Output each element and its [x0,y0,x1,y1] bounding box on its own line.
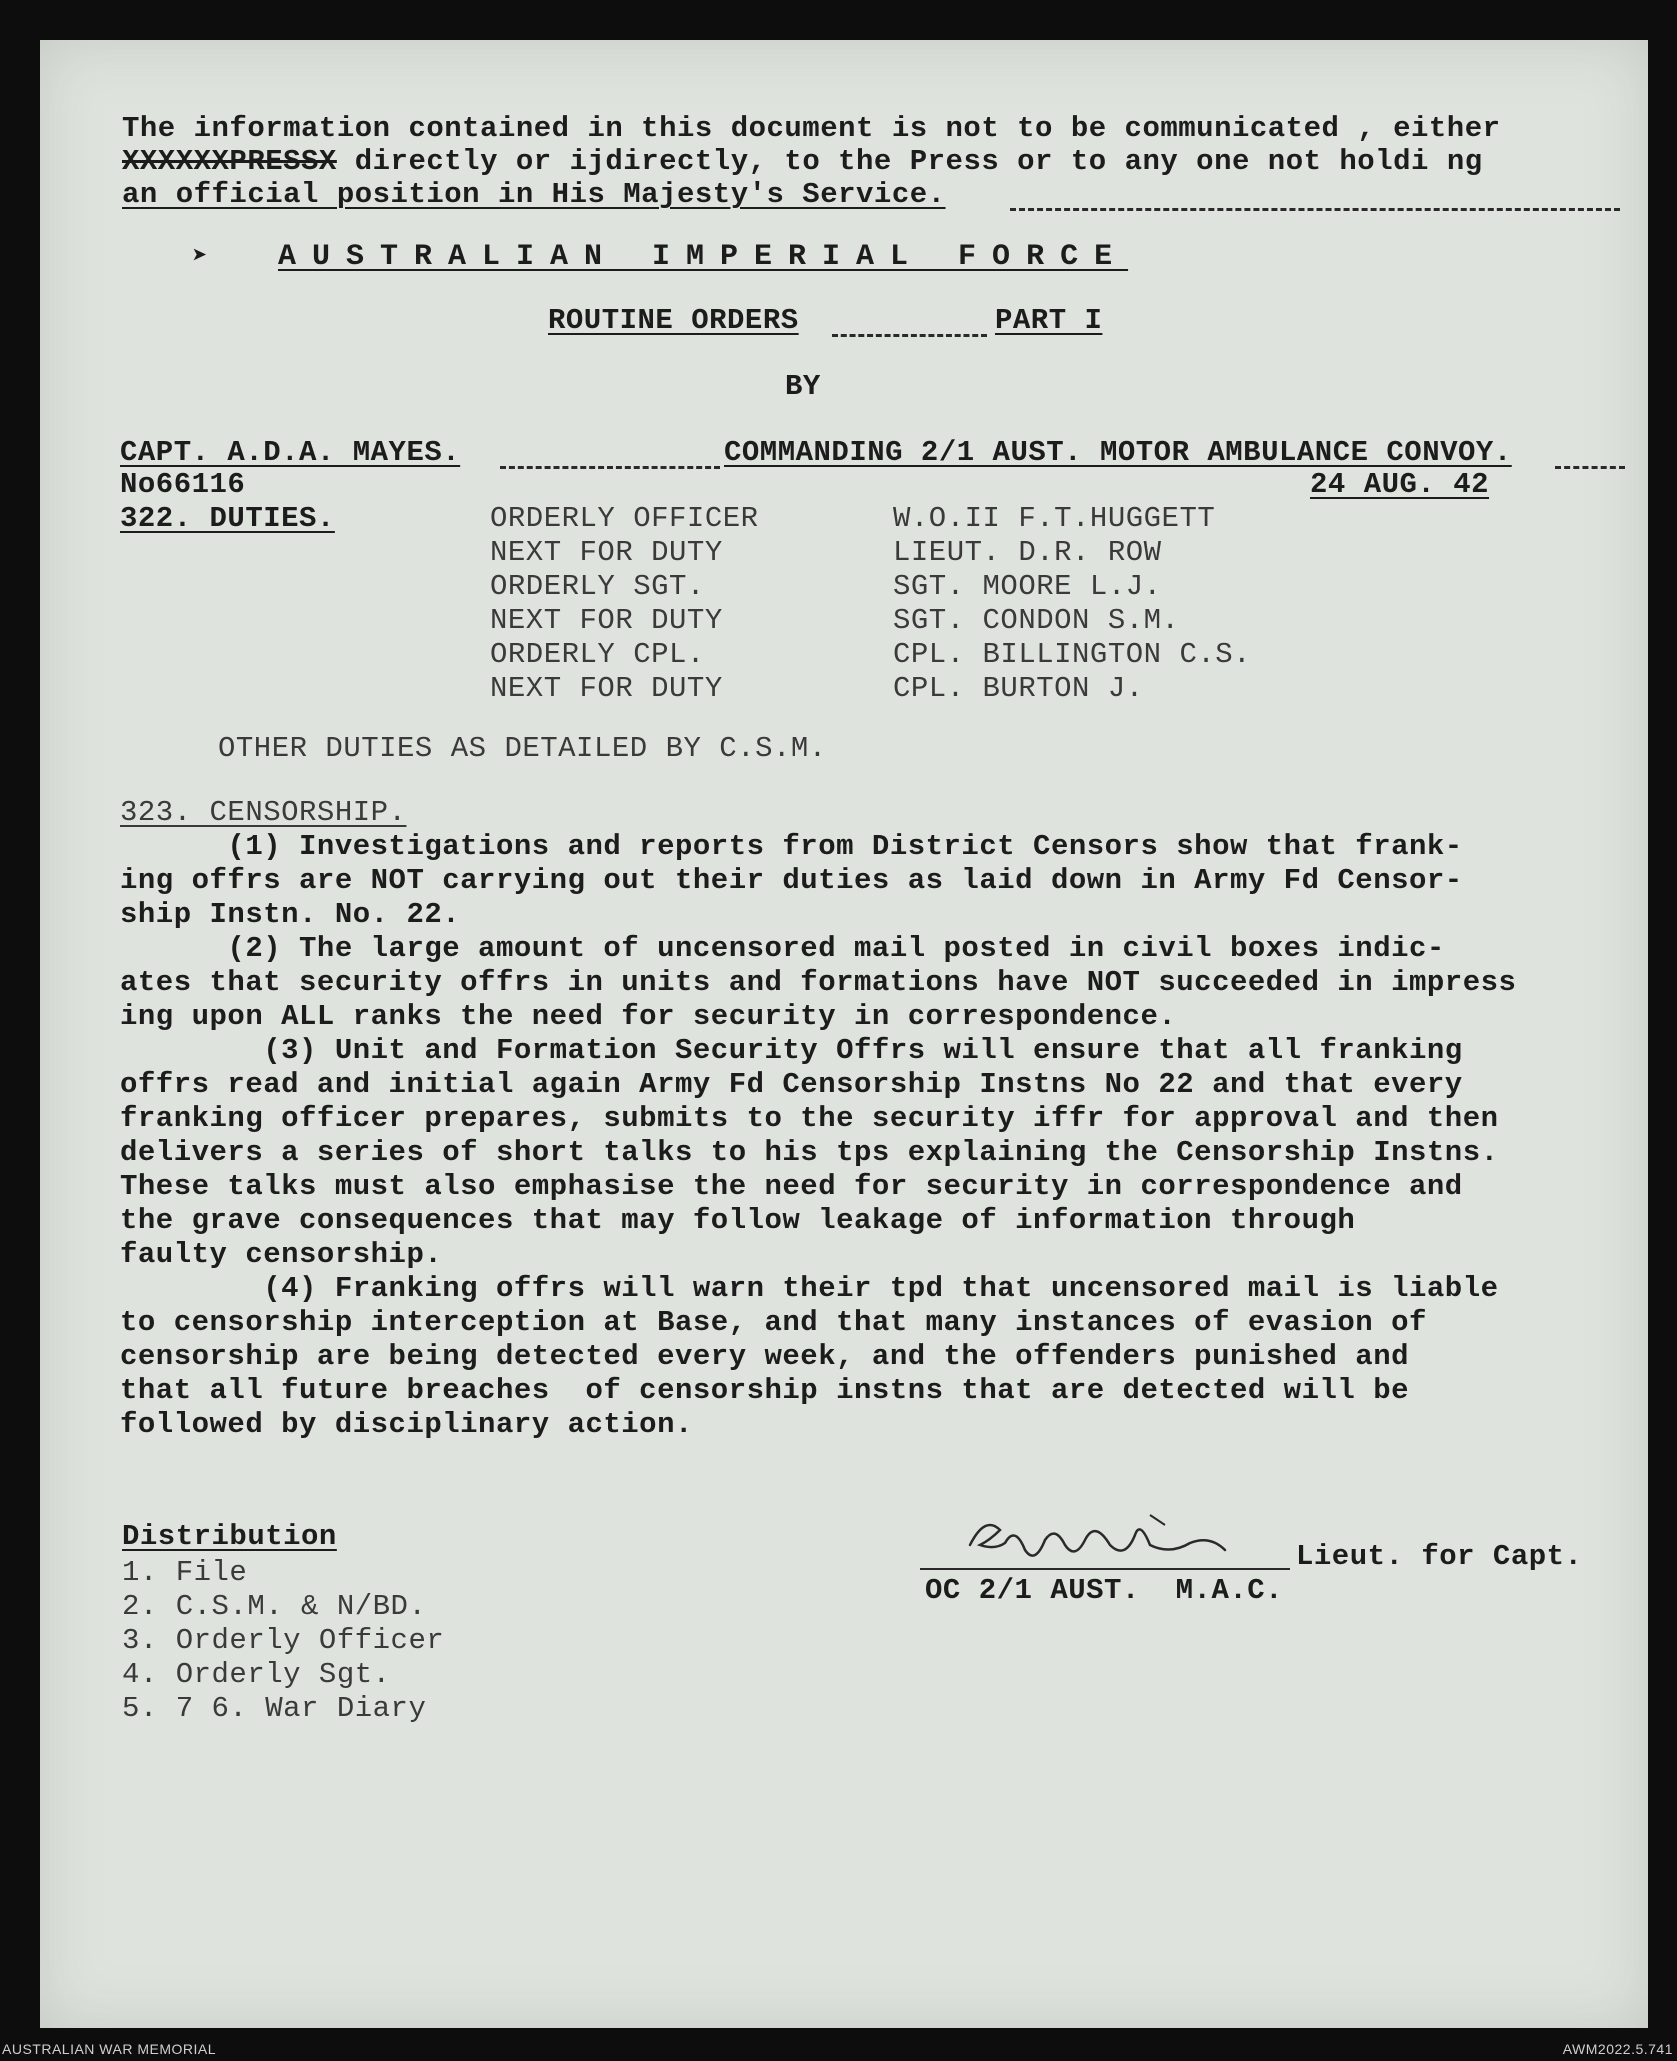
order-number: No66116 [120,468,246,501]
notice-line-1: The information contained in this document is not to be communicated , either [122,112,1501,145]
issuer-rule [500,466,720,469]
subtitle-rule [832,334,987,337]
order-date: 24 AUG. 42 [1310,468,1490,501]
censorship-line: to censorship interception at Base, and that many instances of evasion of [120,1306,1427,1339]
duty-name: CPL. BILLINGTON C.S. [893,638,1252,671]
censorship-line: ing offrs are NOT carrying out their duties as laid down in Army Fd Censor- [120,864,1463,897]
part-label: PART I [995,304,1103,337]
signature-suffix: Lieut. for Capt. [1296,1540,1583,1573]
censorship-line: (3) Unit and Formation Security Offrs will ensure that all franking [120,1034,1463,1067]
censorship-line: (2) The large amount of uncensored mail posted in civil boxes indic- [120,932,1445,965]
routine-orders-label: ROUTINE ORDERS [548,304,799,337]
censorship-line: censorship are being detected every week, and the offenders punished and [120,1340,1410,1373]
distribution-item: 3. Orderly Officer [122,1624,445,1657]
footer-reference: AWM2022.5.741 [1562,2041,1673,2057]
duties-heading: 322. DUTIES. [120,502,335,535]
duty-role: ORDERLY OFFICER [490,502,759,535]
document-title: AUSTRALIAN IMPERIAL FORCE [278,240,1129,274]
censorship-line: ing upon ALL ranks the need for security in correspondence. [120,1000,1177,1033]
issuer-rule-end [1555,466,1625,469]
issuer-command: COMMANDING 2/1 AUST. MOTOR AMBULANCE CONVOY. [724,436,1512,469]
issuer-name: CAPT. A.D.A. MAYES. [120,436,461,469]
censorship-line: delivers a series of short talks to his tps explaining the Censorship Instns. [120,1136,1499,1169]
distribution-heading: Distribution [122,1520,337,1553]
notice-line-3: an official position in His Majesty's Service. [122,178,946,211]
censorship-line: followed by disciplinary action. [120,1408,693,1441]
duty-role: NEXT FOR DUTY [490,604,723,637]
censorship-line: faulty censorship. [120,1238,443,1271]
distribution-item: 1. File [122,1556,248,1589]
duty-name: W.O.II F.T.HUGGETT [893,502,1216,535]
duty-role: NEXT FOR DUTY [490,536,723,569]
duty-role: ORDERLY CPL. [490,638,705,671]
censorship-line: ship Instn. No. 22. [120,898,461,931]
duty-name: SGT. MOORE L.J. [893,570,1162,603]
censorship-line: (4) Franking offrs will warn their tpd that uncensored mail is liable [120,1272,1499,1305]
by-label: BY [785,370,821,403]
censorship-heading: 323. CENSORSHIP. [120,796,407,829]
distribution-item: 5. 7 6. War Diary [122,1692,427,1725]
other-duties: OTHER DUTIES AS DETAILED BY C.S.M. [218,732,827,765]
handwritten-signature [960,1505,1240,1575]
arrow-icon: ➤ [192,242,209,272]
duty-name: CPL. BURTON J. [893,672,1144,705]
notice-line-2 [122,145,1483,179]
notice-line-2-text: directly or ijdirectly, to the Press or to any one not holdi ng [336,145,1483,178]
duty-name: SGT. CONDON S.M. [893,604,1180,637]
duty-name: LIEUT. D.R. ROW [893,536,1162,569]
notice-struck-text: XXXXXXPRESSX [122,145,337,178]
censorship-line: the grave consequences that may follow leakage of information through [120,1204,1356,1237]
distribution-item: 4. Orderly Sgt. [122,1658,391,1691]
censorship-line: These talks must also emphasise the need for security in correspondence and [120,1170,1463,1203]
duty-role: NEXT FOR DUTY [490,672,723,705]
censorship-line: ates that security offrs in units and formations have NOT succeeded in impress [120,966,1517,999]
signature-unit: OC 2/1 AUST. M.A.C. [925,1574,1284,1607]
distribution-item: 2. C.S.M. & N/BD. [122,1590,427,1623]
signature-line [920,1568,1290,1570]
censorship-line: offrs read and initial again Army Fd Censorship Instns No 22 and that every [120,1068,1463,1101]
footer-source: AUSTRALIAN WAR MEMORIAL [2,2041,217,2057]
censorship-line: (1) Investigations and reports from District Censors show that frank- [120,830,1463,863]
notice-rule [1010,208,1620,211]
duty-role: ORDERLY SGT. [490,570,705,603]
censorship-line: that all future breaches of censorship instns that are detected will be [120,1374,1410,1407]
censorship-line: franking officer prepares, submits to the security iffr for approval and then [120,1102,1499,1135]
